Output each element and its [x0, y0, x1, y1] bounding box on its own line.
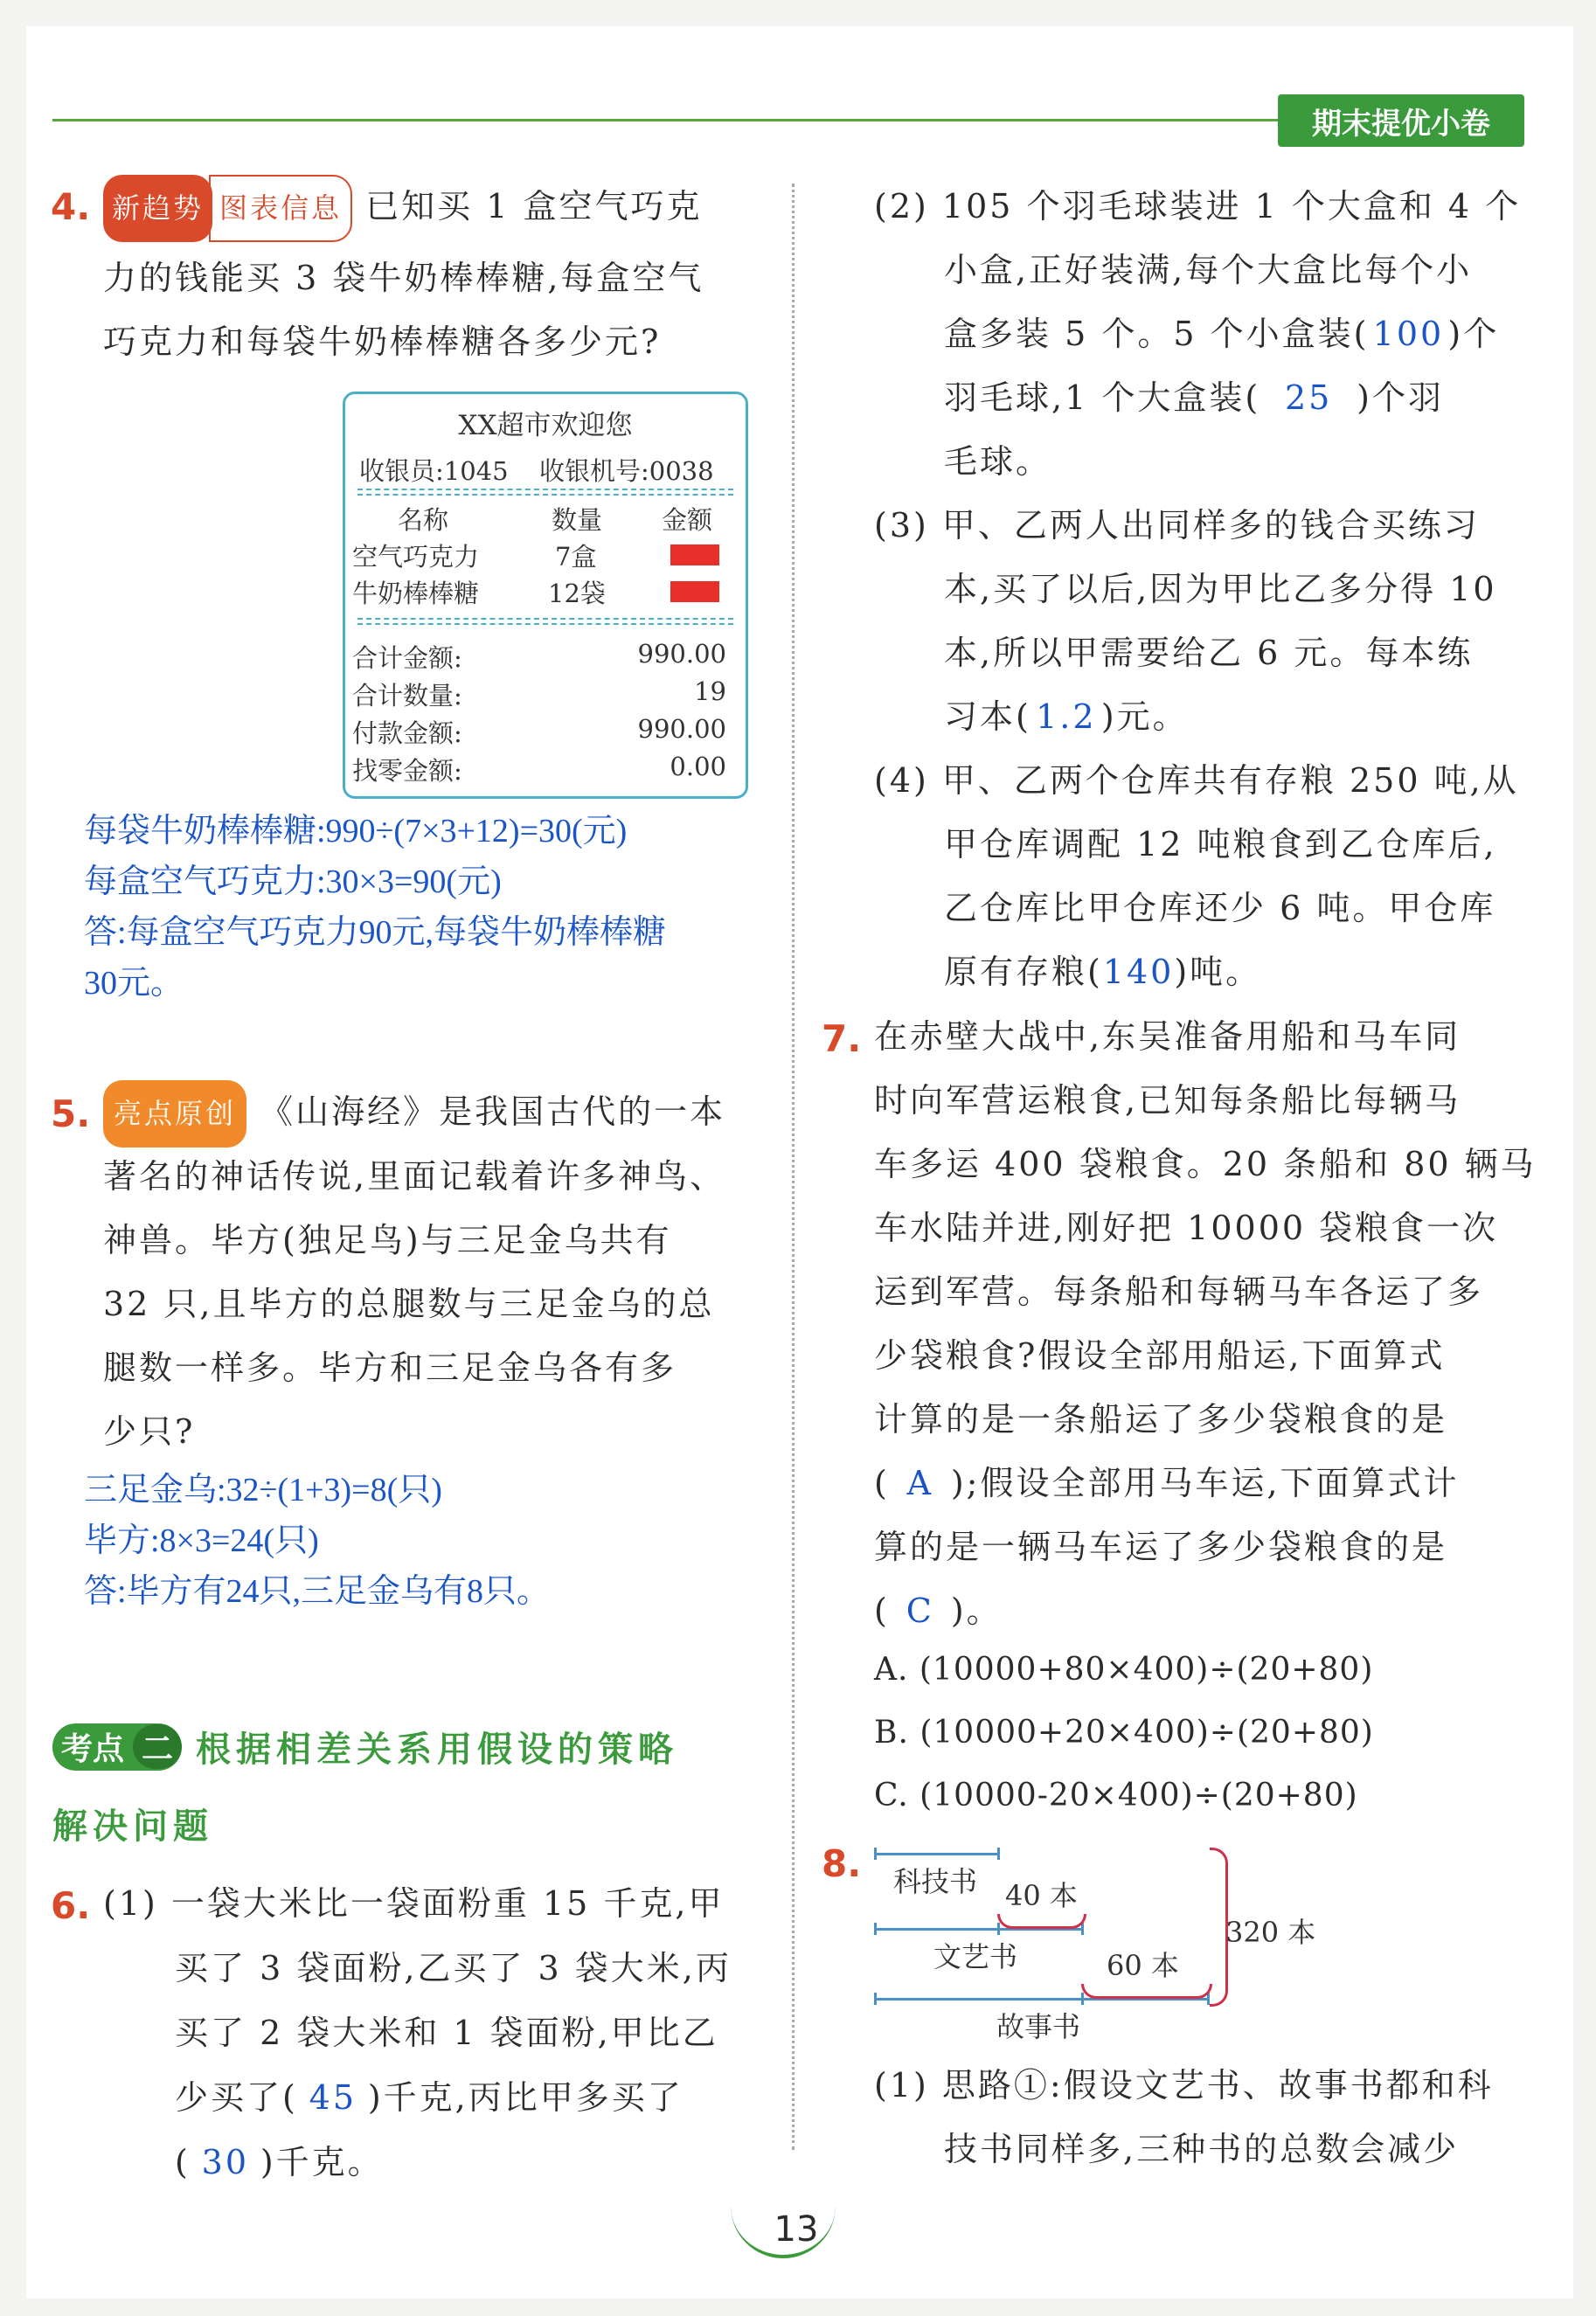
- diagram-label-lit: 文艺书: [933, 1940, 1018, 1973]
- q6-p3-text: )元。: [1100, 697, 1189, 736]
- q7-option-b: B. (10000+20×400)÷(20+80): [874, 1715, 1374, 1751]
- receipt-divider: [357, 623, 733, 625]
- q6-p2-text: 羽毛球,1 个大盒装(: [944, 378, 1261, 417]
- q7-option-c: C. (10000-20×400)÷(20+80): [874, 1778, 1358, 1813]
- diagram-sci-top: [874, 1853, 1000, 1855]
- q5-answer-3: 答:毕方有24只,三足金乌有8只。: [84, 1573, 551, 1610]
- receipt-col-amount: 金额: [662, 505, 713, 535]
- receipt-item1-name: 空气巧克力: [352, 542, 480, 572]
- q5-text-3: 神兽。毕方(独足鸟)与三足金乌共有: [103, 1221, 672, 1259]
- q6-p1-line-3: 买了 2 袋大米和 1 袋面粉,甲比乙: [175, 2014, 718, 2052]
- q6-p1-answer-2: 30: [201, 2143, 249, 2181]
- section-badge: [52, 1723, 182, 1771]
- q6-p4-answer: 140: [1102, 953, 1175, 991]
- q6-p3-line-2: 本,买了以后,因为甲比乙多分得 10: [944, 570, 1497, 608]
- diagram-label-story: 故事书: [996, 2010, 1081, 2043]
- q7-text: (: [874, 1464, 890, 1502]
- section-title: 根据相差关系用假设的策略: [196, 1730, 679, 1770]
- receipt-register: 收银机号:0038: [539, 456, 714, 486]
- header-rule: [52, 119, 1294, 121]
- q6-p3-line-3: 本,所以甲需要给乙 6 元。每本练: [944, 634, 1474, 672]
- q7-line-6: 少袋粮食?假设全部用船运,下面算式: [874, 1336, 1446, 1375]
- receipt-count-label: 合计数量:: [352, 681, 462, 711]
- receipt-item2-name: 牛奶棒棒糖: [352, 579, 480, 608]
- q6-p3-line-4: [944, 685, 1189, 749]
- receipt-change-label: 找零金额:: [352, 756, 462, 786]
- q7-line-9: 算的是一辆马车运了多少袋粮食的是: [874, 1528, 1448, 1566]
- q6-p1-line-5: [175, 2131, 384, 2195]
- q6-p2-line-2: 小盒,正好装满,每个大盒比每个小: [944, 251, 1473, 289]
- badge-original: 亮点原创: [103, 1080, 246, 1148]
- q4-line-1: [103, 175, 702, 242]
- q7-line-10: [874, 1579, 1003, 1643]
- diagram-tick: [997, 1923, 1000, 1935]
- receipt-title: XX超市欢迎您: [458, 410, 633, 441]
- q6-p2-answer-1: 100: [1372, 315, 1445, 353]
- q7-text: );假设全部用马车运,下面算式计: [950, 1464, 1460, 1502]
- diagram-tick: [874, 1923, 877, 1935]
- q7-line-7: 计算的是一条船运了多少袋粮食的是: [874, 1400, 1448, 1439]
- q4-answer-4: 30元。: [84, 965, 184, 1002]
- q5-text-1: 《山海经》是我国古代的一本: [260, 1092, 726, 1131]
- q7-answer-1: A: [906, 1464, 934, 1502]
- q4-answer-1: 每袋牛奶棒棒糖:990÷(7×3+12)=30(元): [84, 813, 628, 849]
- q7-line-1: 在赤壁大战中,东吴准备用船和马车同: [874, 1017, 1461, 1056]
- q6-p4-line-1: (4) 甲、乙两个仓库共有存粮 250 吨,从: [874, 761, 1519, 800]
- page-number: 13: [774, 2209, 819, 2250]
- column-divider: [792, 184, 795, 2150]
- diagram-label-sci: 科技书: [893, 1865, 978, 1898]
- header-tab: 期末提优小卷: [1278, 94, 1524, 147]
- q4-answer-2: 每盒空气巧克力:30×3=90(元): [84, 863, 502, 900]
- q8-number: 8.: [822, 1842, 862, 1885]
- receipt-change-value: 0.00: [670, 752, 726, 781]
- receipt-divider: [357, 618, 733, 620]
- q4-text-2: 力的钱能买 3 袋牛奶棒棒糖,每盒空气: [103, 259, 704, 297]
- q6-p3-answer: 1.2: [1036, 697, 1097, 736]
- q4-number: 4.: [51, 185, 91, 228]
- receipt-item1-qty: 7盒: [555, 542, 597, 572]
- q6-p1-line-4: [175, 2066, 684, 2130]
- diagram-tick: [874, 1993, 877, 2005]
- q6-p4-text: 原有存粮(: [944, 953, 1103, 991]
- receipt-paid-label: 付款金额:: [352, 718, 462, 748]
- q5-text-6: 少只?: [103, 1412, 196, 1451]
- q6-p2-line-5: 毛球。: [944, 442, 1052, 481]
- q7-text: (: [874, 1591, 890, 1630]
- q6-p1-answer-1: 45: [309, 2078, 357, 2117]
- diagram-label-40: 40 本: [1005, 1879, 1078, 1912]
- receipt-item2-hidden-amount: [670, 581, 719, 602]
- receipt-count-value: 19: [694, 676, 726, 706]
- q6-p3-text: 习本(: [944, 697, 1031, 736]
- q7-line-4: 车水陆并进,刚好把 10000 袋粮食一次: [874, 1209, 1499, 1247]
- diagram-label-60: 60 本: [1107, 1949, 1179, 1982]
- receipt-total-label: 合计金额:: [352, 643, 462, 673]
- receipt-item2-qty: 12袋: [548, 579, 606, 608]
- q7-line-3: 车多运 400 袋粮食。20 条船和 80 辆马: [874, 1145, 1537, 1183]
- q6-p4-text: )吨。: [1174, 953, 1262, 991]
- q7-line-5: 运到军营。每条船和每辆马车各运了多: [874, 1272, 1484, 1311]
- diagram-tick: [997, 1848, 1000, 1860]
- q6-p4-line-2: 甲仓库调配 12 吨粮食到乙仓库后,: [944, 825, 1497, 863]
- q7-text: )。: [950, 1591, 1003, 1630]
- receipt: [343, 392, 748, 799]
- q5-line-1: [103, 1080, 725, 1148]
- q6-p2-line-1: (2) 105 个羽毛球装进 1 个大盒和 4 个: [874, 187, 1522, 225]
- q7-line-2: 时向军营运粮食,已知每条船比每辆马: [874, 1081, 1461, 1120]
- q6-p2-text: )个羽: [1357, 378, 1444, 417]
- q8-line-2: 技书同样多,三种书的总数会减少: [944, 2130, 1460, 2168]
- q5-number: 5.: [51, 1092, 91, 1135]
- section-badge-label: 考点: [52, 1724, 133, 1769]
- section-header: [52, 1722, 678, 1772]
- q6-p1-line-2: 买了 3 袋面粉,乙买了 3 袋大米,丙: [175, 1949, 732, 1987]
- q5-answer-1: 三足金乌:32÷(1+3)=8(只): [84, 1472, 442, 1508]
- receipt-total-value: 990.00: [637, 639, 726, 669]
- q6-number: 6.: [51, 1884, 91, 1927]
- receipt-item1-hidden-amount: [670, 544, 719, 565]
- receipt-cashier: 收银员:1045: [359, 456, 509, 486]
- receipt-col-qty: 数量: [552, 505, 603, 535]
- diagram-brace-60: [1081, 1984, 1212, 1999]
- q5-text-5: 腿数一样多。毕方和三足金乌各有多: [103, 1349, 677, 1387]
- q6-p1-text: 少买了(: [175, 2078, 298, 2117]
- receipt-col-name: 名称: [398, 505, 449, 535]
- q4-text-3: 巧克力和每袋牛奶棒棒糖各多少元?: [103, 322, 662, 361]
- q6-p1-text: )千克,丙比甲多买了: [367, 2078, 684, 2117]
- q6-p2-line-3: [944, 302, 1499, 366]
- badge-new-trend: 新趋势: [103, 175, 212, 242]
- badge-chart-info: 图表信息: [209, 175, 352, 242]
- q6-p2-text: )个: [1447, 315, 1500, 353]
- q6-p1-text: )千克。: [260, 2143, 384, 2181]
- receipt-divider: [357, 494, 733, 496]
- section-badge-number: 二: [133, 1724, 182, 1769]
- q6-p2-line-4: [944, 366, 1444, 430]
- q6-p4-line-4: [944, 940, 1261, 1004]
- q7-number: 7.: [822, 1017, 862, 1060]
- diagram-tick: [874, 1848, 877, 1860]
- receipt-divider: [357, 489, 733, 490]
- section-title-cont: 解决问题: [52, 1806, 213, 1847]
- q7-line-8: [874, 1452, 1460, 1515]
- q6-p2-text: 盒多装 5 个。5 个小盒装(: [944, 315, 1370, 353]
- receipt-paid-value: 990.00: [637, 714, 726, 744]
- q7-answer-2: C: [906, 1591, 934, 1630]
- q8-line-1: (1) 思路①:假设文艺书、故事书都和科: [874, 2066, 1494, 2105]
- diagram-label-total: 320 本: [1225, 1916, 1316, 1949]
- q6-p4-line-3: 乙仓库比甲仓库还少 6 吨。甲仓库: [944, 889, 1496, 927]
- q6-p1-text: (: [175, 2143, 191, 2181]
- diagram-tick: [1081, 1993, 1084, 2005]
- diagram-brace-40: [997, 1914, 1086, 1929]
- q6-p3-line-1: (3) 甲、乙两人出同样多的钱合买练习: [874, 506, 1480, 544]
- q5-text-4: 32 只,且毕方的总腿数与三足金乌的总: [103, 1285, 715, 1323]
- q4-text-1: 已知买 1 盒空气巧克: [365, 187, 703, 225]
- q6-p2-answer-2: 25: [1284, 378, 1333, 417]
- q4-answer-3: 答:每盒空气巧克力90元,每袋牛奶棒棒糖: [84, 914, 667, 951]
- q5-text-2: 著名的神话传说,里面记载着许多神鸟、: [103, 1157, 726, 1196]
- q7-option-a: A. (10000+80×400)÷(20+80): [874, 1652, 1374, 1688]
- q6-p1-line-1: (1) 一袋大米比一袋面粉重 15 千克,甲: [103, 1884, 725, 1923]
- q5-answer-2: 毕方:8×3=24(只): [84, 1522, 319, 1559]
